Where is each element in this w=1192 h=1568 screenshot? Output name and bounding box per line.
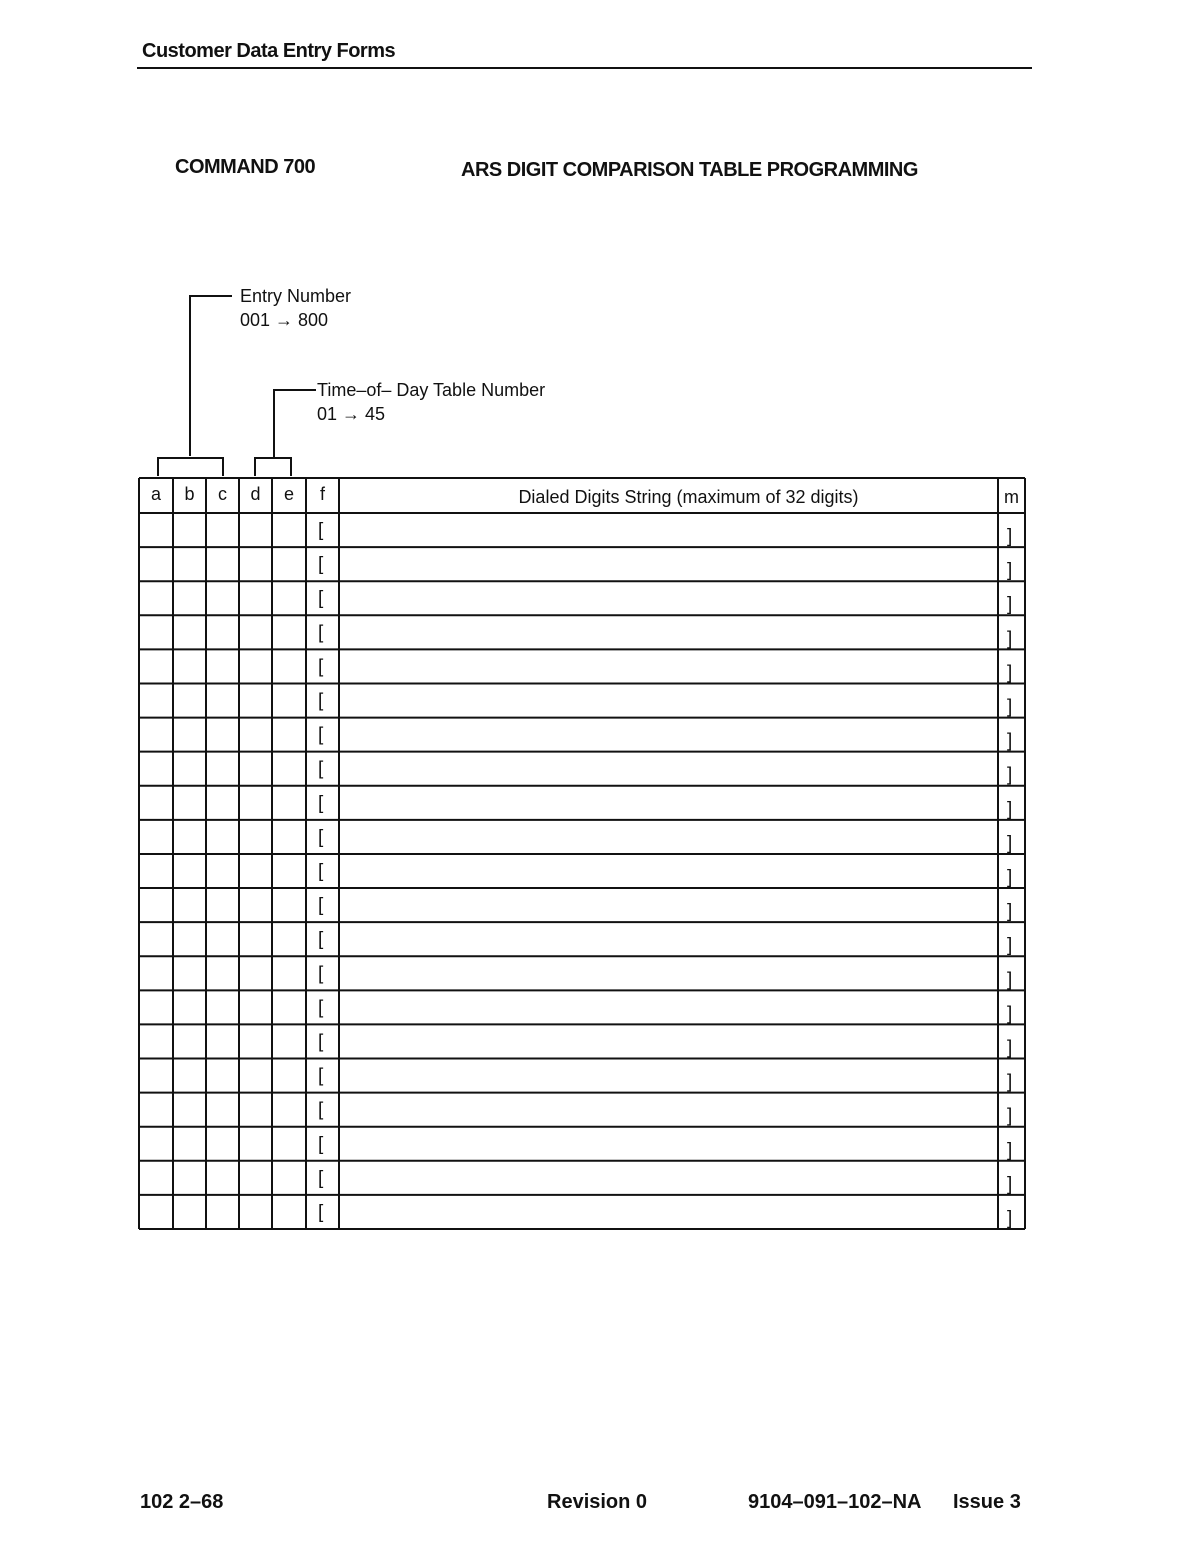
close-bracket: ]	[1007, 798, 1013, 820]
footer-revision: Revision 0	[547, 1491, 648, 1513]
open-bracket: [	[318, 1031, 324, 1053]
open-bracket: [	[318, 861, 324, 882]
open-bracket: [	[318, 792, 324, 814]
close-bracket: ]	[1007, 594, 1013, 616]
close-bracket: ]	[1007, 764, 1013, 786]
open-bracket: [	[318, 588, 324, 610]
close-bracket: ]	[1007, 901, 1013, 923]
tod-table-range: 01 → 45	[317, 404, 386, 424]
open-bracket: [	[318, 656, 324, 678]
digits-column-header: Dialed Digits String (maximum of 32 digits)	[518, 487, 859, 507]
open-bracket: [	[318, 826, 324, 848]
open-bracket: [	[318, 963, 324, 985]
open-bracket: [	[318, 1065, 324, 1087]
open-bracket: [	[318, 520, 324, 542]
form-title: ARS DIGIT COMPARISON TABLE PROGRAMMING	[461, 159, 918, 181]
open-bracket: [	[318, 1167, 324, 1189]
tod-table-leader	[274, 390, 316, 458]
close-bracket: ]	[1007, 935, 1013, 957]
open-bracket: [	[318, 622, 324, 644]
column-header-m: m	[1004, 487, 1019, 507]
tod-table-bracket	[255, 458, 291, 476]
footer-issue: Issue 3	[953, 1491, 1021, 1513]
entry-number-label: Entry Number	[240, 286, 352, 306]
column-header-e: e	[283, 484, 295, 504]
close-bracket: ]	[1007, 832, 1013, 854]
close-bracket: ]	[1007, 730, 1013, 752]
close-bracket: ]	[1007, 1173, 1013, 1195]
entry-number-bracket	[158, 458, 223, 476]
open-bracket: [	[318, 554, 324, 576]
close-bracket: ]	[1007, 662, 1013, 684]
tod-table-label: Time–of– Day Table Number	[317, 380, 546, 400]
column-header-f: f	[319, 484, 326, 504]
open-bracket: [	[318, 690, 324, 712]
open-bracket: [	[318, 997, 324, 1019]
open-bracket: [	[318, 1201, 324, 1223]
close-bracket: ]	[1007, 1139, 1013, 1161]
open-bracket: [	[318, 929, 324, 951]
close-bracket: ]	[1007, 1105, 1013, 1127]
table-grid	[139, 478, 1025, 1229]
close-bracket: ]	[1007, 628, 1013, 650]
column-header-c: c	[218, 484, 227, 504]
footer-doc-number: 9104–091–102–NA	[748, 1491, 922, 1513]
close-bracket: ]	[1007, 696, 1013, 718]
open-bracket: [	[318, 724, 324, 746]
open-bracket: [	[318, 1099, 324, 1121]
close-bracket: ]	[1007, 526, 1013, 548]
page-header-title: Customer Data Entry Forms	[142, 40, 396, 62]
open-bracket: [	[318, 895, 324, 917]
column-header-a: a	[150, 484, 162, 504]
close-bracket: ]	[1007, 969, 1013, 991]
close-bracket: ]	[1007, 1071, 1013, 1093]
column-header-b: b	[184, 484, 195, 504]
column-header-d: d	[250, 484, 261, 504]
close-bracket: ]	[1007, 560, 1013, 582]
close-bracket: ]	[1007, 867, 1013, 888]
footer-page-number: 102 2–68	[140, 1491, 224, 1513]
open-bracket: [	[318, 758, 324, 780]
open-bracket: [	[318, 1133, 324, 1155]
command-label: COMMAND 700	[175, 156, 316, 178]
close-bracket: ]	[1007, 1003, 1013, 1025]
table-text	[151, 484, 1019, 1229]
close-bracket: ]	[1007, 1037, 1013, 1059]
entry-number-range: 001 → 800	[240, 310, 329, 330]
entry-number-leader	[190, 296, 232, 456]
close-bracket: ]	[1007, 1207, 1013, 1229]
callout-connectors	[158, 296, 316, 476]
